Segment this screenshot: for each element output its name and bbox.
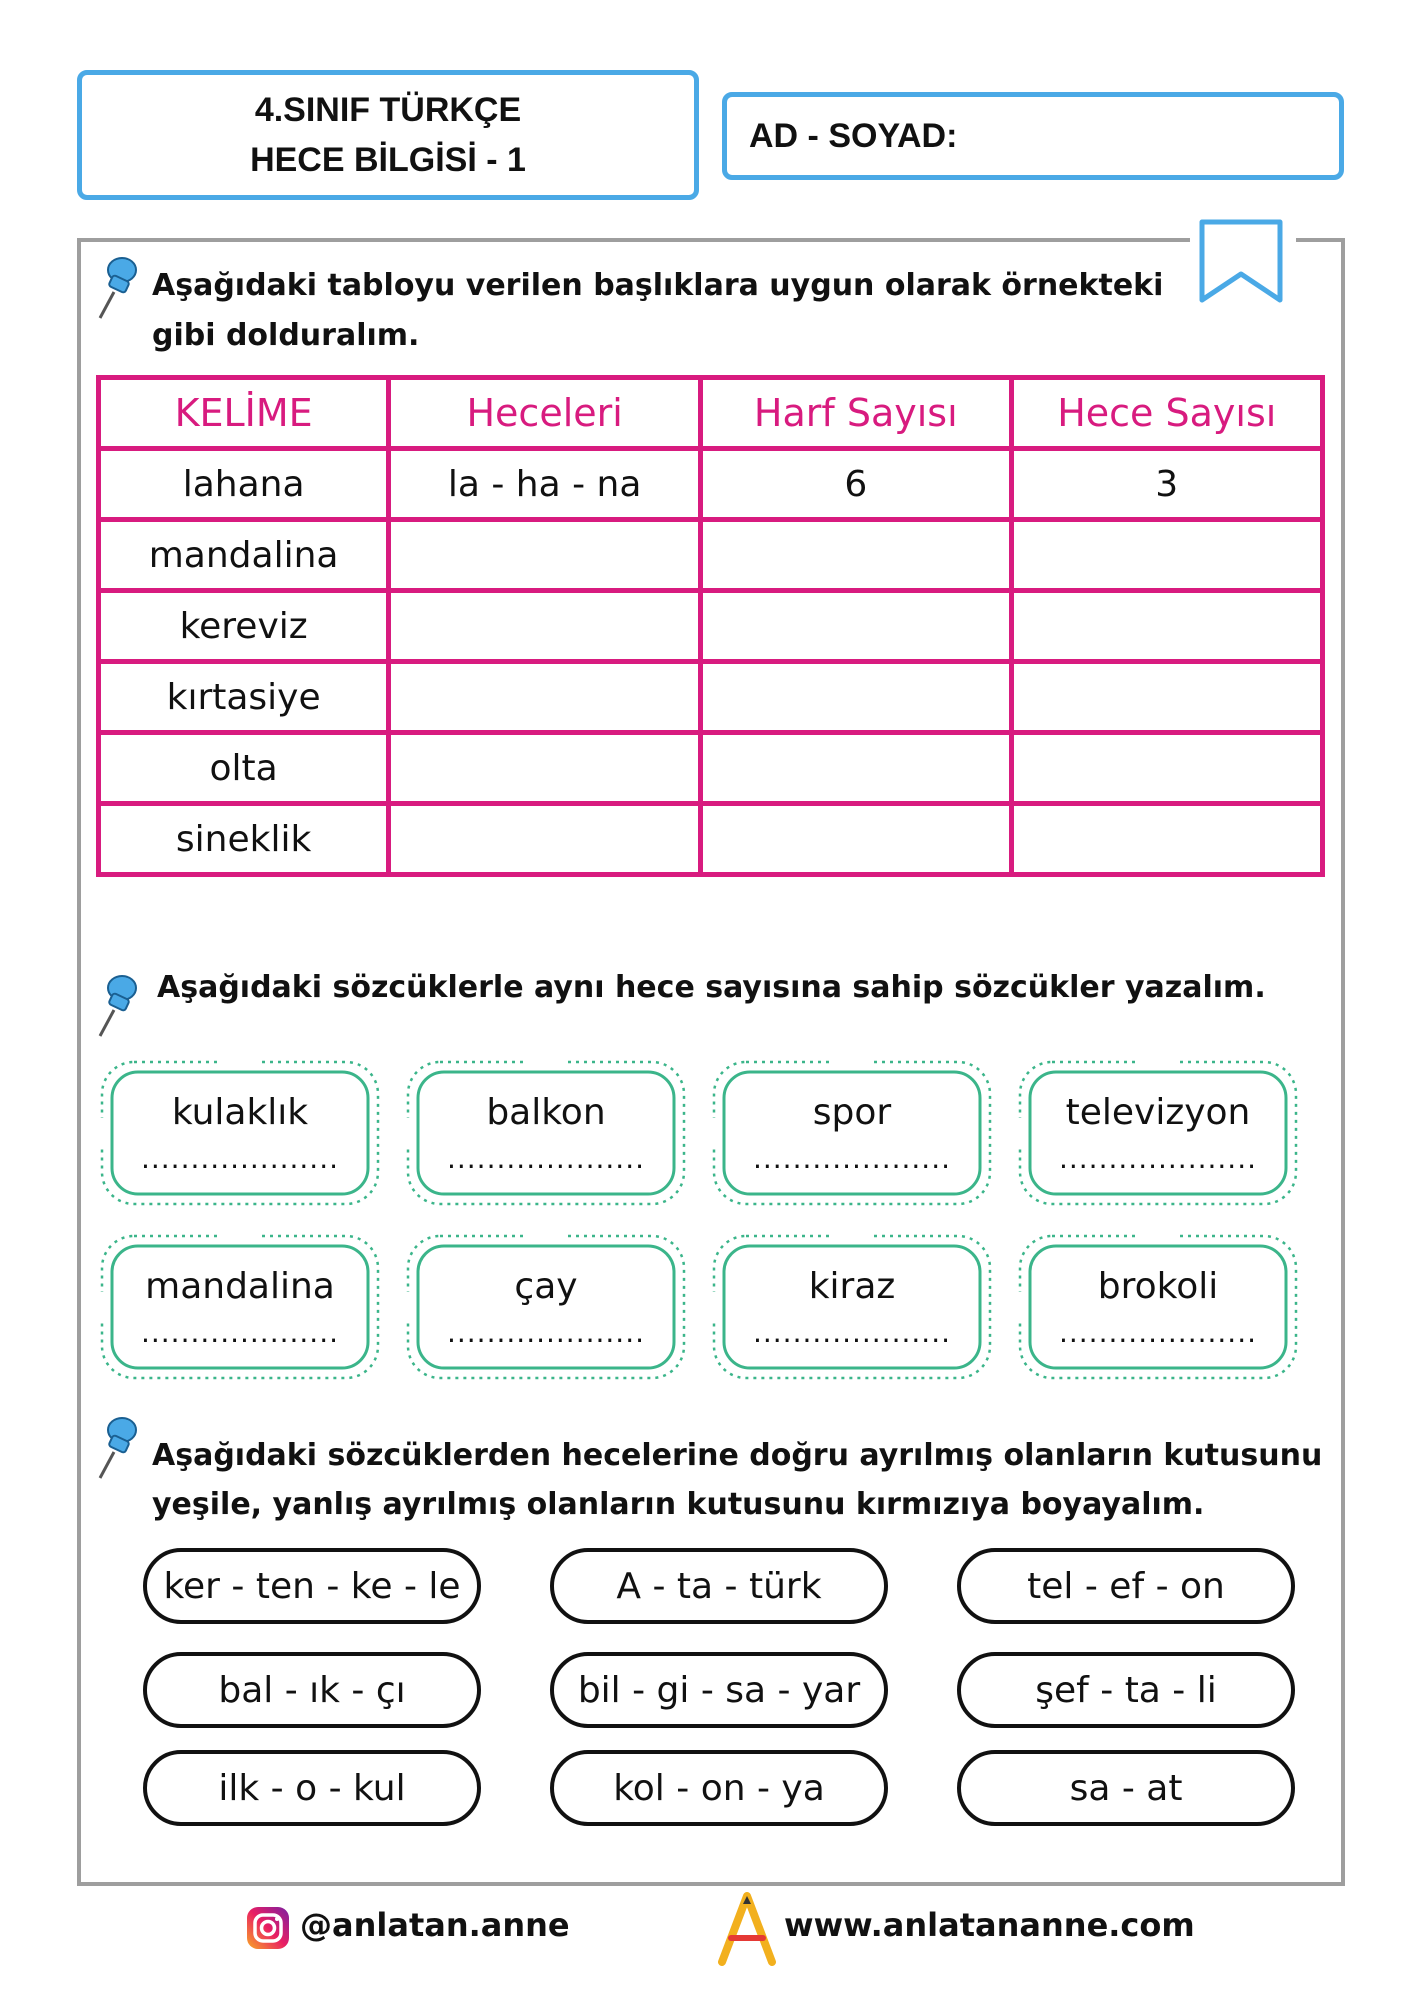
word-card[interactable] <box>712 1058 992 1208</box>
card-border <box>406 1058 686 1208</box>
header-heceleri: Heceleri <box>389 378 701 449</box>
worksheet-title-line1: 4.SINIF TÜRKÇE <box>254 91 522 129</box>
name-field-box[interactable] <box>722 92 1344 180</box>
section3-instruction-line2: yeşile, yanlış ayrılmış olanların kutusunu kırmızıya boyayalım. <box>152 1487 1205 1522</box>
syllable-box-text: kol - on - ya <box>613 1767 825 1809</box>
syllable-box-text: sa - at <box>1069 1767 1183 1809</box>
syllable-count-cell[interactable] <box>1011 733 1322 804</box>
syllable-box[interactable] <box>550 1750 888 1826</box>
syllable-box[interactable] <box>550 1548 888 1624</box>
section3-instruction-line1: Aşağıdaki sözcüklerden hecelerine doğru ayrılmış olanların kutusunu <box>152 1438 1323 1473</box>
syllable-count-cell[interactable] <box>1011 520 1322 591</box>
letter-count-cell[interactable] <box>701 662 1011 733</box>
card-border <box>406 1232 686 1382</box>
syllable-box-text: ker - ten - ke - le <box>163 1565 461 1607</box>
word-card[interactable] <box>1018 1058 1298 1208</box>
word-card[interactable] <box>712 1232 992 1382</box>
card-answer-blank[interactable]: .................... <box>1058 1142 1257 1175</box>
table-row <box>99 733 1323 804</box>
header-harf-sayisi: Harf Sayısı <box>701 378 1011 449</box>
syllable-box[interactable] <box>143 1652 481 1728</box>
pencil-logo-icon <box>716 1892 778 1966</box>
syllable-box-text: bil - gi - sa - yar <box>577 1669 861 1711</box>
syllable-box-text: ilk - o - kul <box>218 1767 406 1809</box>
card-word: brokoli <box>1097 1266 1219 1307</box>
letter-count-cell[interactable] <box>701 520 1011 591</box>
card-border <box>100 1058 380 1208</box>
word-card[interactable] <box>100 1058 380 1208</box>
word-card[interactable] <box>406 1058 686 1208</box>
instagram-handle: @anlatan.anne <box>300 1906 570 1944</box>
letter-count-cell[interactable] <box>701 591 1011 662</box>
header-kelime: KELİME <box>99 378 389 449</box>
syllable-box[interactable] <box>143 1548 481 1624</box>
website-url[interactable]: www.anlatananne.com <box>784 1906 1195 1944</box>
name-field-label: AD - SOYAD: <box>749 116 958 155</box>
section2-instruction: Aşağıdaki sözcüklerle aynı hece sayısına sahip sözcükler yazalım. <box>157 970 1266 1005</box>
syllables-cell[interactable] <box>389 733 701 804</box>
table-header-row <box>99 378 1323 449</box>
card-border <box>1018 1058 1298 1208</box>
card-answer-blank[interactable]: .................... <box>446 1142 645 1175</box>
letter-count-cell[interactable] <box>701 804 1011 875</box>
syllables-cell[interactable] <box>389 804 701 875</box>
pushpin-icon <box>92 970 142 1042</box>
syllable-box-text: şef - ta - li <box>1035 1669 1217 1711</box>
card-answer-blank[interactable]: .................... <box>752 1316 951 1349</box>
table-row <box>99 662 1323 733</box>
word-card[interactable] <box>1018 1232 1298 1382</box>
letter-count-cell: 6 <box>701 449 1011 520</box>
card-answer-blank[interactable]: .................... <box>140 1142 339 1175</box>
section1-instruction-line2: gibi dolduralım. <box>152 318 420 353</box>
bookmark-icon <box>1196 218 1286 308</box>
card-border <box>100 1232 380 1382</box>
syllable-box-text: tel - ef - on <box>1027 1565 1225 1607</box>
word-cell: kereviz <box>99 591 389 662</box>
card-word: kiraz <box>808 1266 896 1307</box>
syllable-box[interactable] <box>550 1652 888 1728</box>
syllable-box-text: A - ta - türk <box>616 1565 822 1607</box>
header-hece-sayisi: Hece Sayısı <box>1011 378 1322 449</box>
card-answer-blank[interactable]: .................... <box>752 1142 951 1175</box>
table-row <box>99 591 1323 662</box>
syllable-table <box>96 375 1325 877</box>
word-card[interactable] <box>100 1232 380 1382</box>
card-word: balkon <box>486 1092 606 1133</box>
word-cell: olta <box>99 733 389 804</box>
word-card[interactable] <box>406 1232 686 1382</box>
table-row <box>99 804 1323 875</box>
syllable-count-cell[interactable] <box>1011 804 1322 875</box>
card-word: spor <box>812 1092 892 1133</box>
syllables-cell[interactable] <box>389 662 701 733</box>
syllable-count-cell[interactable] <box>1011 591 1322 662</box>
card-word: televizyon <box>1065 1092 1251 1133</box>
card-word: çay <box>514 1266 578 1307</box>
card-border <box>712 1058 992 1208</box>
card-answer-blank[interactable]: .................... <box>1058 1316 1257 1349</box>
syllable-count-cell: 3 <box>1011 449 1322 520</box>
syllable-box[interactable] <box>143 1750 481 1826</box>
word-cell: kırtasiye <box>99 662 389 733</box>
word-cell: sineklik <box>99 804 389 875</box>
worksheet-title-line2: HECE BİLGİSİ - 1 <box>250 141 526 179</box>
card-answer-blank[interactable]: .................... <box>446 1316 645 1349</box>
syllable-box[interactable] <box>957 1548 1295 1624</box>
card-border <box>1018 1232 1298 1382</box>
syllables-cell[interactable] <box>389 520 701 591</box>
section1-instruction-line1: Aşağıdaki tabloyu verilen başlıklara uygun olarak örnekteki <box>152 268 1164 303</box>
pushpin-icon <box>92 1412 142 1484</box>
letter-count-cell[interactable] <box>701 733 1011 804</box>
table-row <box>99 449 1323 520</box>
card-border <box>712 1232 992 1382</box>
syllable-box[interactable] <box>957 1750 1295 1826</box>
card-word: mandalina <box>145 1266 335 1307</box>
card-word: kulaklık <box>171 1092 309 1133</box>
syllable-count-cell[interactable] <box>1011 662 1322 733</box>
word-cell: lahana <box>99 449 389 520</box>
instagram-icon <box>246 1906 290 1950</box>
word-cell: mandalina <box>99 520 389 591</box>
syllables-cell: la - ha - na <box>389 449 701 520</box>
syllable-box-text: bal - ık - çı <box>218 1669 406 1711</box>
syllable-box[interactable] <box>957 1652 1295 1728</box>
syllables-cell[interactable] <box>389 591 701 662</box>
table-row <box>99 520 1323 591</box>
worksheet-title-box <box>77 70 699 200</box>
pushpin-icon <box>92 252 142 324</box>
card-answer-blank[interactable]: .................... <box>140 1316 339 1349</box>
